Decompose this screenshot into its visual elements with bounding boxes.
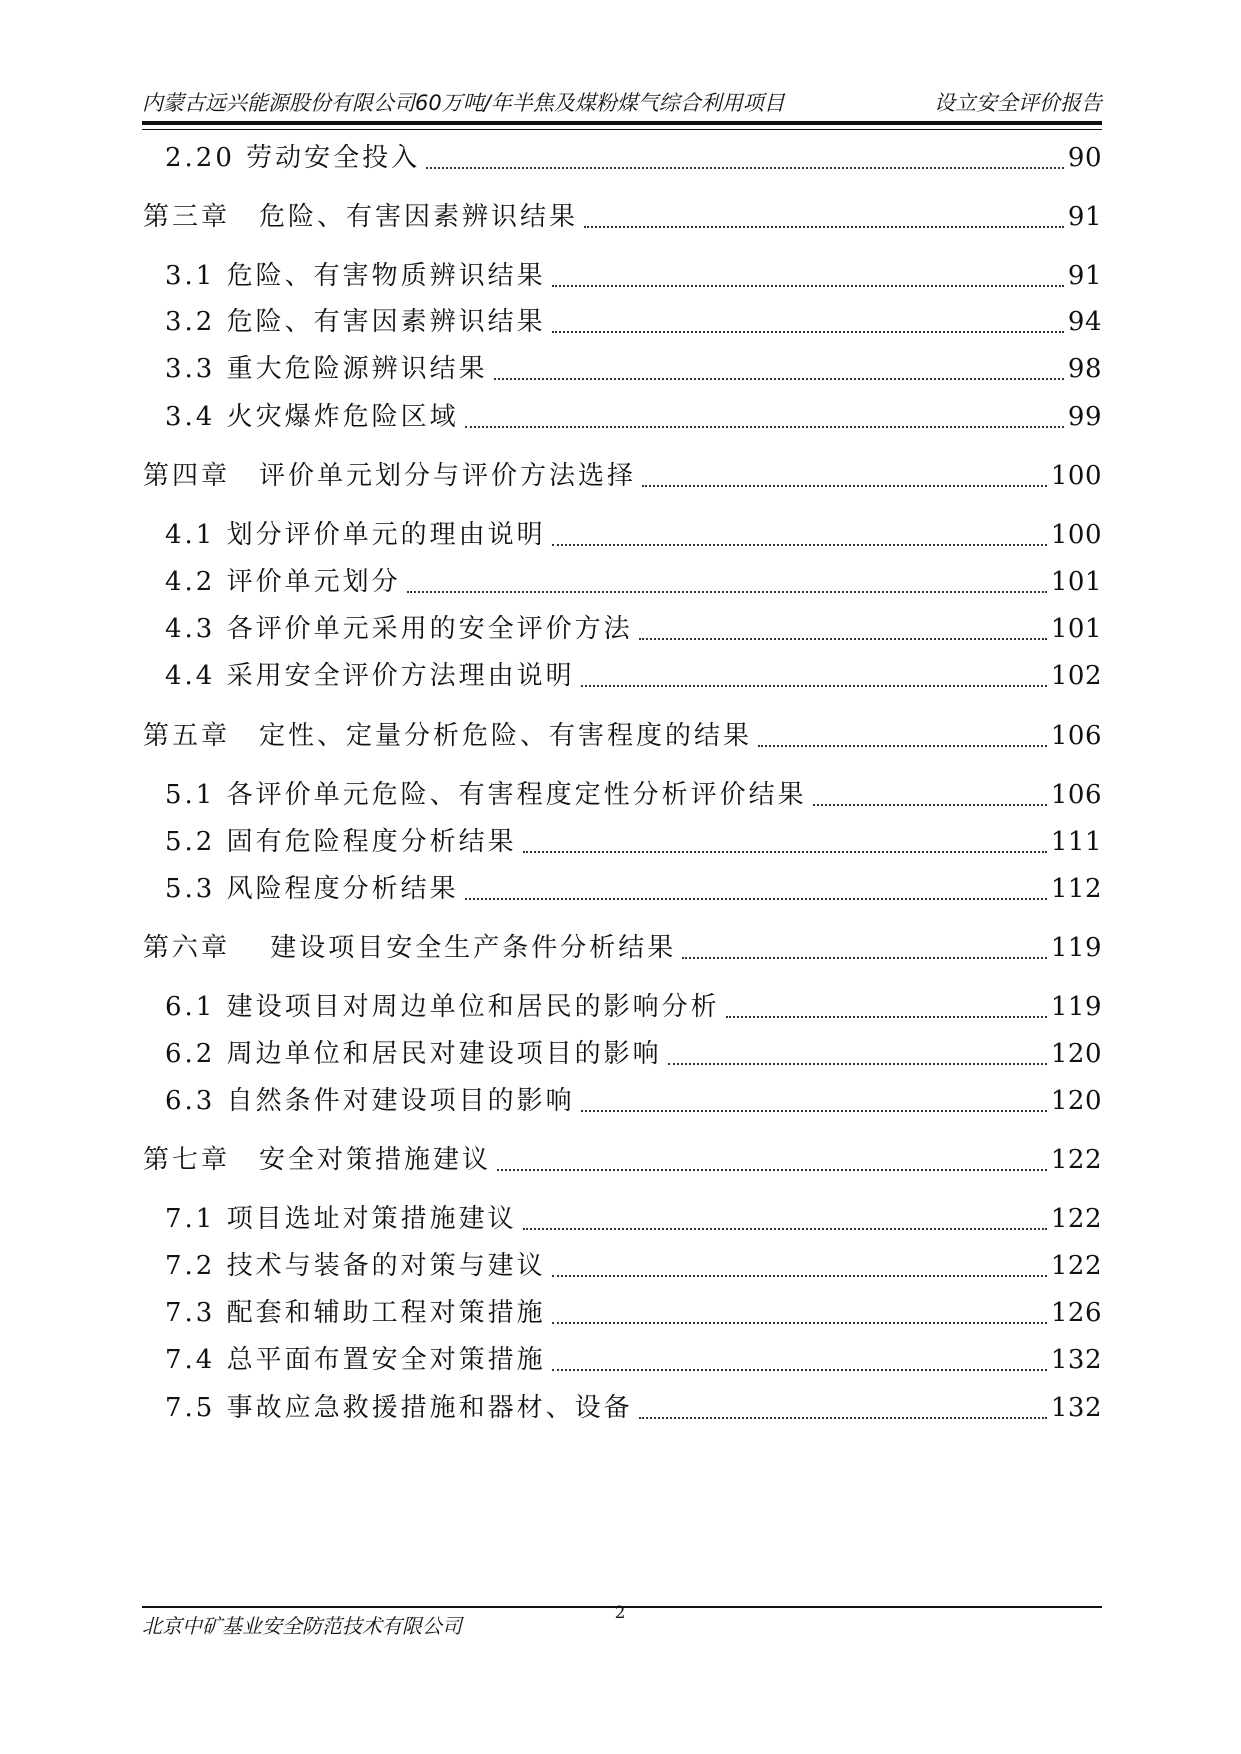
toc-dot-leader	[407, 591, 1047, 593]
toc-entry-title: 3.1 危险、有害物质辨识结果	[165, 261, 546, 291]
toc-entry-page: 122	[1050, 1251, 1102, 1281]
toc-entry-page: 111	[1050, 827, 1102, 857]
toc-section-entry[interactable]	[165, 869, 1102, 909]
toc-entry-title: 4.2 评价单元划分	[165, 567, 401, 597]
toc-section-entry[interactable]	[165, 1081, 1102, 1121]
toc-entry-page: 112	[1050, 874, 1102, 904]
toc-dot-leader	[758, 745, 1047, 747]
toc-entry-title: 2.20 劳动安全投入	[165, 143, 421, 173]
toc-entry-page: 90	[1067, 143, 1102, 173]
toc-dot-leader	[523, 1228, 1047, 1230]
toc-dot-leader	[552, 1275, 1047, 1277]
toc-dot-leader	[581, 685, 1047, 687]
toc-dot-leader	[494, 378, 1064, 380]
toc-dot-leader	[726, 1016, 1047, 1018]
toc-section-entry[interactable]	[165, 1388, 1102, 1428]
toc-dot-leader	[668, 1063, 1047, 1065]
toc-section-entry[interactable]	[165, 349, 1102, 389]
toc-entry-page: 101	[1050, 614, 1102, 644]
toc-dot-leader	[552, 285, 1064, 287]
toc-dot-leader	[426, 167, 1064, 169]
toc-section-entry[interactable]	[165, 656, 1102, 696]
toc-entry-title: 第四章 评价单元划分与评价方法选择	[143, 461, 637, 491]
toc-entry-page: 99	[1067, 402, 1102, 432]
toc-dot-leader	[552, 331, 1064, 333]
toc-section-entry[interactable]	[165, 397, 1102, 437]
toc-section-entry[interactable]	[165, 1293, 1102, 1333]
toc-entry-page: 101	[1050, 567, 1102, 597]
toc-entry-title: 6.2 周边单位和居民对建设项目的影响	[165, 1039, 662, 1069]
toc-entry-title: 4.3 各评价单元采用的安全评价方法	[165, 614, 633, 644]
header-report-title: 设立安全评价报告	[934, 91, 1102, 115]
toc-dot-leader	[639, 638, 1047, 640]
toc-entry-title: 6.3 自然条件对建设项目的影响	[165, 1086, 575, 1116]
toc-entry-title: 7.4 总平面布置安全对策措施	[165, 1345, 546, 1375]
toc-entry-page: 119	[1050, 933, 1102, 963]
toc-entry-title: 4.4 采用安全评价方法理由说明	[165, 661, 575, 691]
toc-entry-title: 7.2 技术与装备的对策与建议	[165, 1251, 546, 1281]
toc-section-entry[interactable]	[165, 1340, 1102, 1380]
toc-entry-page: 91	[1067, 202, 1102, 232]
toc-entry-page: 94	[1067, 307, 1102, 337]
toc-entry-page: 122	[1050, 1204, 1102, 1234]
toc-dot-leader	[497, 1169, 1047, 1171]
toc-entry-title: 4.1 划分评价单元的理由说明	[165, 520, 546, 550]
toc-entry-page: 98	[1067, 354, 1102, 384]
toc-section-entry[interactable]	[165, 515, 1102, 555]
toc-entry-title: 6.1 建设项目对周边单位和居民的影响分析	[165, 992, 720, 1022]
toc-entry-title: 第七章 安全对策措施建议	[143, 1145, 492, 1175]
toc-dot-leader	[523, 851, 1047, 853]
toc-dot-leader	[465, 898, 1047, 900]
toc-entry-page: 106	[1050, 721, 1102, 751]
toc-dot-leader	[813, 804, 1047, 806]
toc-section-entry[interactable]	[165, 562, 1102, 602]
toc-entry-page: 120	[1050, 1039, 1102, 1069]
toc-dot-leader	[465, 426, 1064, 428]
toc-chapter-entry[interactable]	[143, 1140, 1102, 1180]
toc-entry-title: 第三章 危险、有害因素辨识结果	[143, 202, 579, 232]
toc-entry-title: 第五章 定性、定量分析危险、有害程度的结果	[143, 721, 753, 751]
toc-entry-page: 119	[1050, 992, 1102, 1022]
toc-chapter-entry[interactable]	[143, 716, 1102, 756]
toc-entry-title: 5.1 各评价单元危险、有害程度定性分析评价结果	[165, 780, 807, 810]
toc-entry-page: 106	[1050, 780, 1102, 810]
toc-entry-page: 132	[1050, 1345, 1102, 1375]
toc-chapter-entry[interactable]	[143, 197, 1102, 237]
toc-chapter-entry[interactable]	[143, 928, 1102, 968]
toc-section-entry[interactable]	[165, 609, 1102, 649]
toc-entry-page: 132	[1050, 1393, 1102, 1423]
toc-entry-page: 120	[1050, 1086, 1102, 1116]
toc-entry-title: 5.3 风险程度分析结果	[165, 874, 459, 904]
toc-entry-title: 7.5 事故应急救援措施和器材、设备	[165, 1393, 633, 1423]
toc-section-entry[interactable]	[165, 302, 1102, 342]
toc-dot-leader	[642, 485, 1047, 487]
toc-entry-page: 102	[1050, 661, 1102, 691]
toc-dot-leader	[581, 1110, 1047, 1112]
toc-entry-title: 5.2 固有危险程度分析结果	[165, 827, 517, 857]
toc-dot-leader	[639, 1417, 1047, 1419]
toc-chapter-entry[interactable]	[143, 456, 1102, 496]
toc-entry-title: 3.2 危险、有害因素辨识结果	[165, 307, 546, 337]
toc-section-entry[interactable]	[165, 1199, 1102, 1239]
toc-entry-page: 100	[1050, 461, 1102, 491]
toc-entry-title: 3.3 重大危险源辨识结果	[165, 354, 488, 384]
toc-entry-page: 122	[1050, 1145, 1102, 1175]
toc-entry-title: 第六章 建设项目安全生产条件分析结果	[143, 933, 677, 963]
toc-dot-leader	[552, 544, 1047, 546]
toc-dot-leader	[584, 226, 1064, 228]
toc-entry-page: 100	[1050, 520, 1102, 550]
toc-section-entry[interactable]	[165, 1246, 1102, 1286]
toc-section-entry[interactable]	[165, 138, 1102, 178]
toc-section-entry[interactable]	[165, 775, 1102, 815]
toc-entry-page: 91	[1067, 261, 1102, 291]
toc-dot-leader	[552, 1369, 1047, 1371]
page-number: 2	[614, 1603, 626, 1623]
toc-section-entry[interactable]	[165, 822, 1102, 862]
toc-entry-page: 126	[1050, 1298, 1102, 1328]
toc-entry-title: 7.3 配套和辅助工程对策措施	[165, 1298, 546, 1328]
toc-entry-title: 3.4 火灾爆炸危险区域	[165, 402, 459, 432]
header-project-title: 内蒙古远兴能源股份有限公司60万吨/年半焦及煤粉煤气综合利用项目	[142, 91, 785, 115]
toc-dot-leader	[682, 957, 1047, 959]
toc-entry-title: 7.1 项目选址对策措施建议	[165, 1204, 517, 1234]
toc-section-entry[interactable]	[165, 256, 1102, 296]
toc-dot-leader	[552, 1322, 1047, 1324]
footer-company-name: 北京中矿基业安全防范技术有限公司	[142, 1614, 462, 1638]
toc-section-entry[interactable]	[165, 987, 1102, 1027]
toc-section-entry[interactable]	[165, 1034, 1102, 1074]
